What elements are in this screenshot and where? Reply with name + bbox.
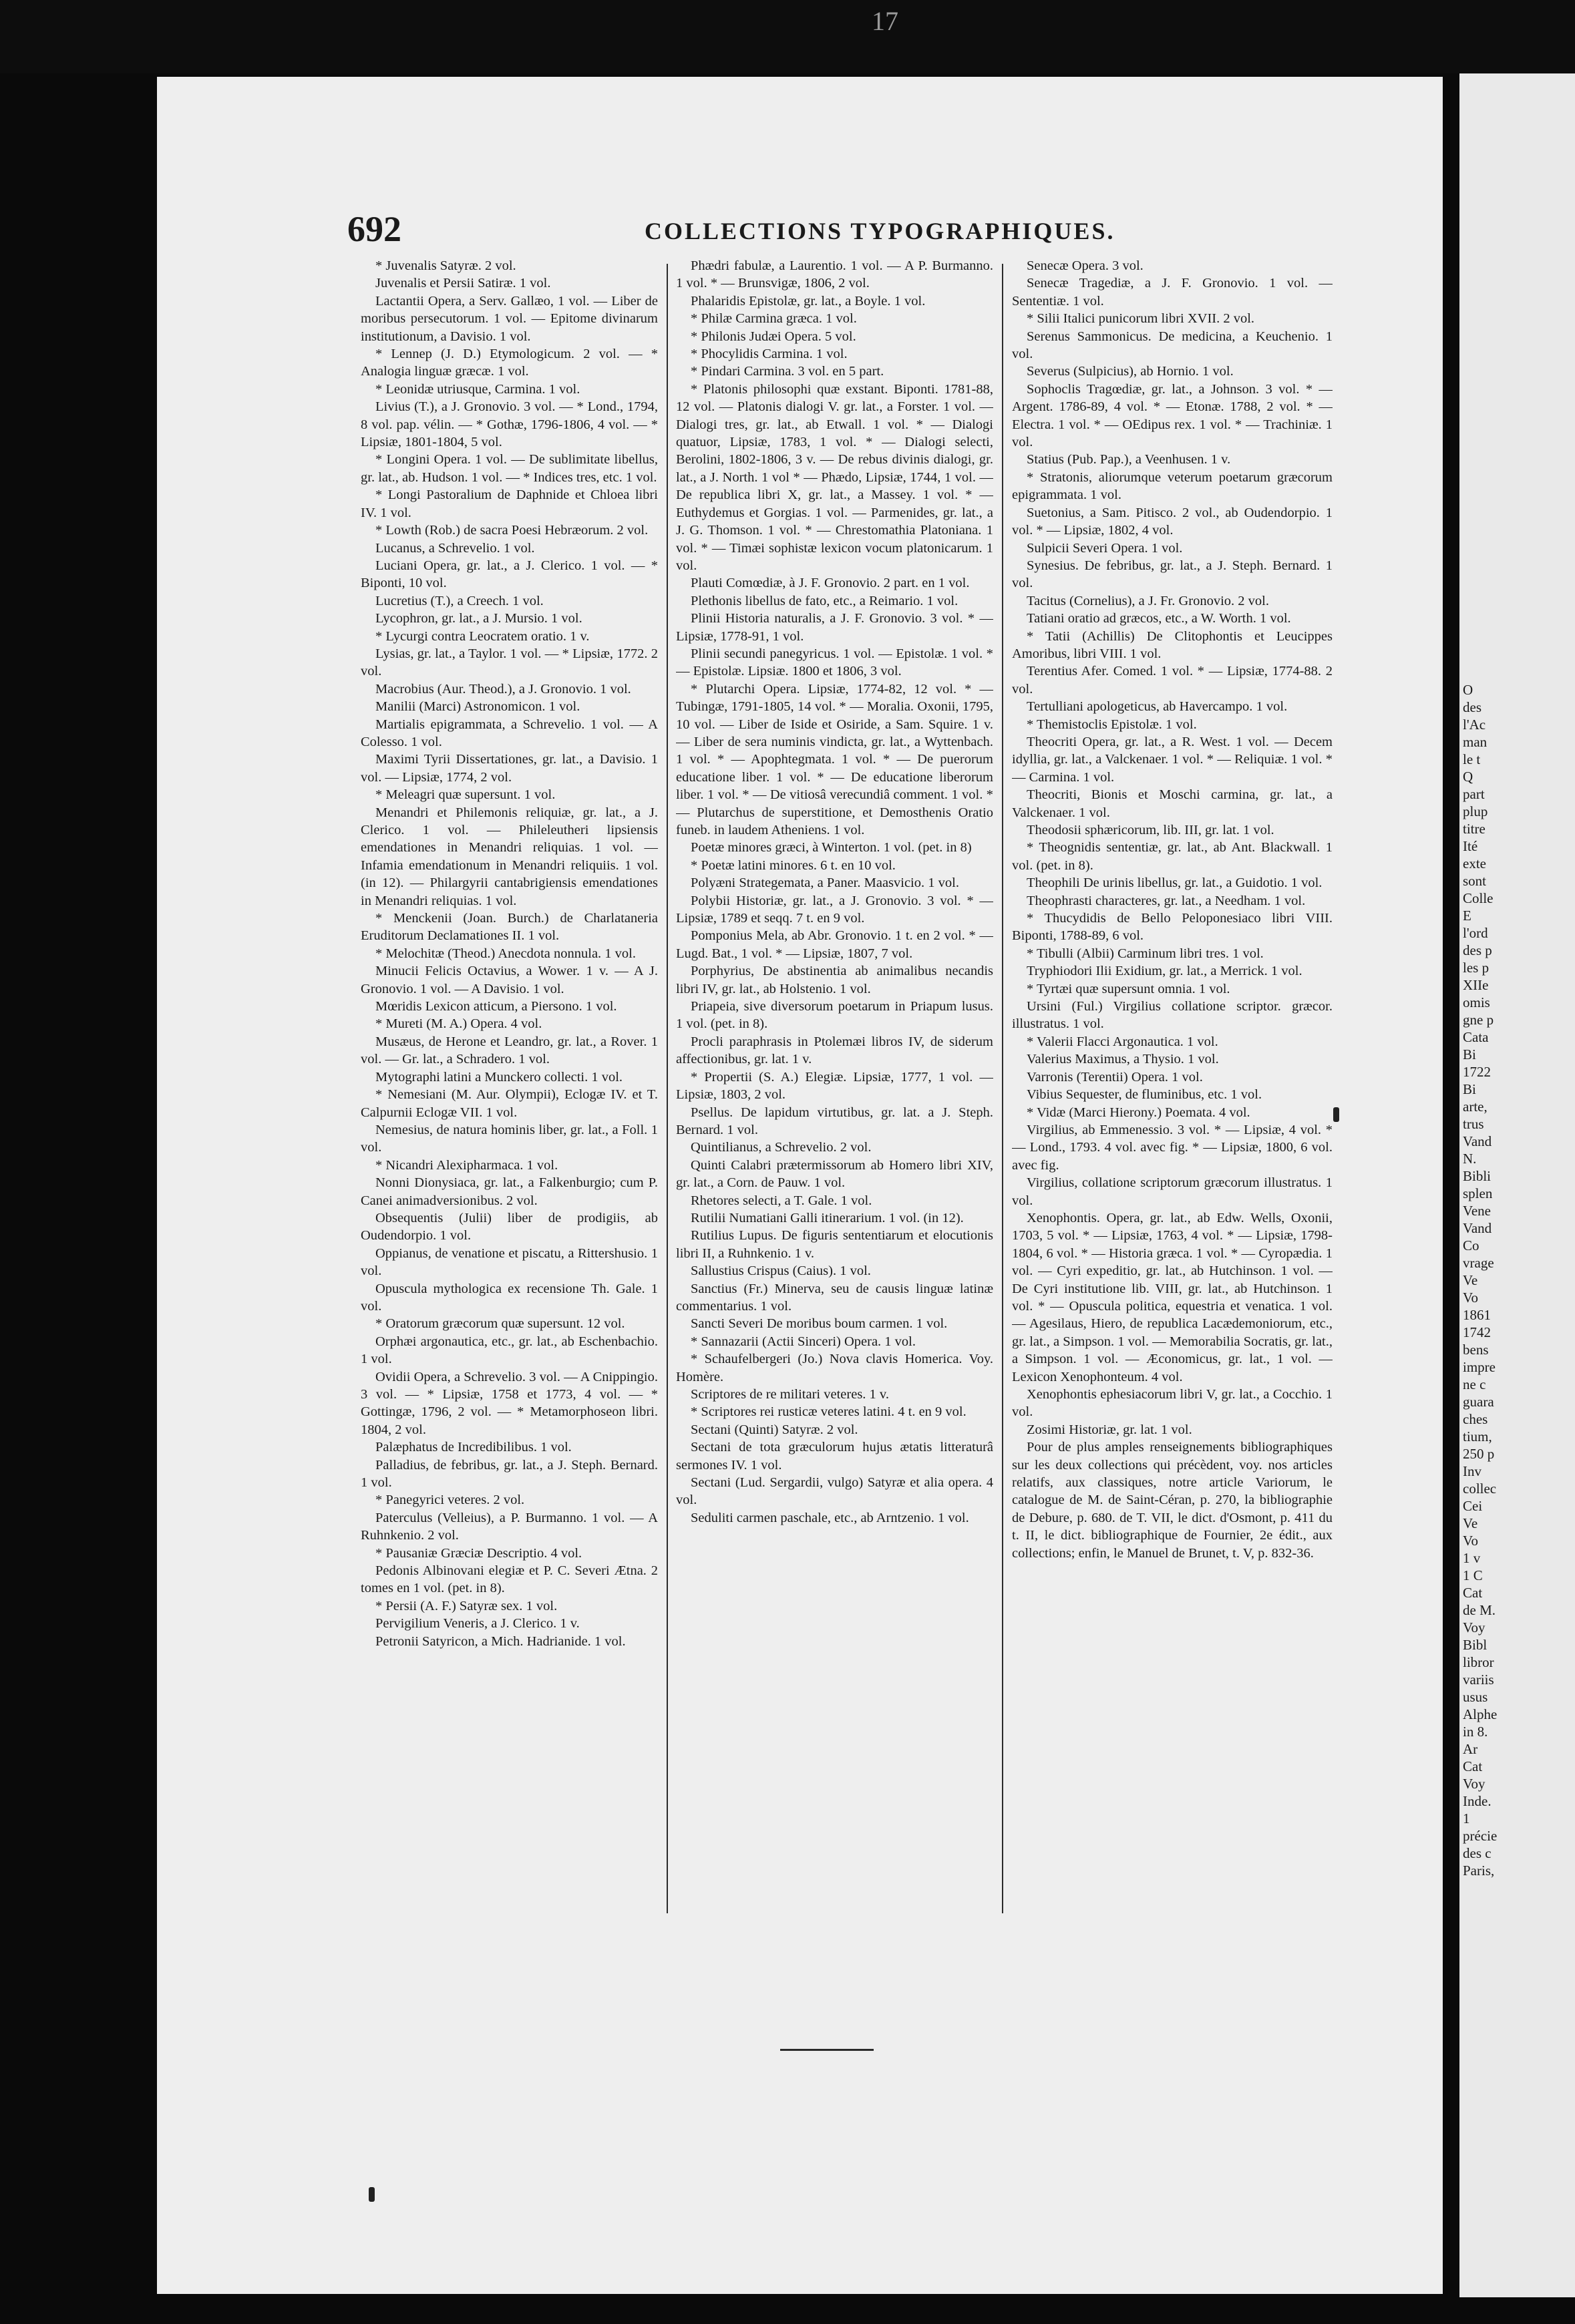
facing-line: Vo (1463, 1290, 1478, 1306)
entry: * Longini Opera. 1 vol. — De sublimitate libellus, gr. lat., ab. Hudson. 1 vol. — * Indices tres, etc. 1 vol. (361, 452, 658, 485)
facing-line: des c (1463, 1845, 1492, 1861)
entry: Sallustius Crispus (Caius). 1 vol. (691, 1264, 871, 1279)
entry: * Sannazarii (Actii Sinceri) Opera. 1 vol. (691, 1334, 916, 1349)
entry: * Persii (A. F.) Satyræ sex. 1 vol. (375, 1598, 558, 1613)
entry: * Propertii (S. A.) Elegiæ. Lipsiæ, 1777, 1 vol. — Lipsiæ, 1803, 2 vol. (676, 1069, 993, 1103)
entry: Polyæni Strategemata, a Paner. Maasvicio. 1 vol. (691, 876, 959, 891)
facing-line: Bi (1463, 1046, 1476, 1062)
facing-line: XIIe (1463, 977, 1489, 993)
facing-line: impre (1463, 1359, 1496, 1375)
facing-line: Cat (1463, 1758, 1483, 1774)
facing-line: variis (1463, 1672, 1494, 1688)
facing-line: Co (1463, 1237, 1479, 1253)
entry: * Lowth (Rob.) de sacra Poesi Hebræorum. 2 vol. (375, 523, 649, 538)
entry: Seduliti carmen paschale, etc., ab Arntzenio. 1 vol. (691, 1510, 969, 1525)
entry: Rutilii Numatiani Galli itinerarium. 1 vol. (in 12). (691, 1210, 964, 1225)
facing-line: 250 p (1463, 1446, 1495, 1462)
entry: * Lycurgi contra Leocratem oratio. 1 v. (375, 628, 590, 644)
facing-line: de M. (1463, 1602, 1496, 1618)
entry: Sectani (Lud. Sergardii, vulgo) Satyræ et alia opera. 4 vol. (676, 1475, 993, 1508)
entry: Porphyrius, De abstinentia ab animalibus necandis libri IV, gr. lat., ab Holstenio. 1 vol. (676, 964, 993, 996)
entry: Senecæ Opera. 3 vol. (1027, 258, 1144, 273)
entry: Theocriti, Bionis et Moschi carmina, gr. lat., a Valckenaer. 1 vol. (1012, 787, 1333, 820)
entry: Statius (Pub. Pap.), a Veenhusen. 1 v. (1027, 452, 1231, 467)
margin-mark (1333, 1107, 1339, 1122)
entry: Minucii Felicis Octavius, a Wower. 1 v. — A J. Gronovio. 1 vol. — A Davisio. 1 vol. (361, 964, 658, 996)
entry: * Melochitæ (Theod.) Anecdota nonnula. 1 vol. (375, 946, 636, 961)
entry: * Nemesiani (M. Aur. Olympii), Eclogæ IV. et T. Calpurnii Eclogæ VII. 1 vol. (361, 1087, 658, 1120)
facing-line: exte (1463, 855, 1486, 872)
entry: Sophoclis Tragœdiæ, gr. lat., a Johnson. 3 vol. * — Argent. 1786-89, 4 vol. * — Etonæ. 1788, 2 vol. * — Electra. 1 vol. * — OEdipus rex. 1 vol. * — Trachiniæ. 1 vol. (1012, 381, 1333, 450)
entry: * Longi Pastoralium de Daphnide et Chloea libri IV. 1 vol. (361, 488, 658, 520)
entry: * Poetæ latini minores. 6 t. en 10 vol. (691, 857, 896, 873)
entry: Menandri et Philemonis reliquiæ, gr. lat., a J. Clerico. 1 vol. — Phileleutheri lipsiensis emendationes in Menandri reliquias. 1 vol. — Infamia emendationum in Menandri reliquiis. 1 vol. (in 12). — Philargyrii cantabrigiensis emendationes in Menandri reliquias. 1 vol. (361, 805, 658, 908)
facing-line: Ar (1463, 1741, 1478, 1757)
facing-line: E (1463, 908, 1471, 924)
entry: Theophrasti characteres, gr. lat., a Needham. 1 vol. (1027, 893, 1306, 908)
entry: Macrobius (Aur. Theod.), a J. Gronovio. 1 vol. (375, 681, 631, 697)
entry: * Tatii (Achillis) De Clitophontis et Leucippes Amoribus, libri VIII. 1 vol. (1012, 628, 1333, 661)
facing-line: splen (1463, 1185, 1493, 1201)
entry: Opuscula mythologica ex recensione Th. Gale. 1 vol. (361, 1281, 658, 1314)
entry: Theophili De urinis libellus, gr. lat., a Guidotio. 1 vol. (1027, 876, 1323, 891)
column-1 (361, 257, 658, 1907)
column-2 (676, 257, 993, 1907)
entry: Oppianus, de venatione et piscatu, a Rittershusio. 1 vol. (361, 1245, 658, 1279)
facing-line: Ve (1463, 1515, 1478, 1531)
facing-line: part (1463, 786, 1485, 802)
entry: Obsequentis (Julii) liber de prodigiis, ab Oudendorpio. 1 vol. (361, 1210, 658, 1243)
facing-line: Cei (1463, 1498, 1483, 1514)
facing-line: le t (1463, 751, 1481, 767)
entry: * Pausaniæ Græciæ Descriptio. 4 vol. (375, 1545, 582, 1561)
entry: Sancti Severi De moribus boum carmen. 1 vol. (691, 1316, 948, 1332)
entry: Synesius. De febribus, gr. lat., a J. Steph. Bernard. 1 vol. (1012, 558, 1333, 591)
entry: Sectani (Quinti) Satyræ. 2 vol. (691, 1422, 858, 1437)
facing-line: plup (1463, 803, 1488, 819)
facing-line: Paris, (1463, 1863, 1495, 1879)
facing-line: 1 C (1463, 1567, 1483, 1583)
entry: * Mureti (M. A.) Opera. 4 vol. (375, 1016, 542, 1032)
entry: Mytographi latini a Munckero collecti. 1 vol. (375, 1069, 623, 1085)
facing-line: Cat (1463, 1585, 1483, 1601)
entry: * Plutarchi Opera. Lipsiæ, 1774-82, 12 vol. * — Tubingæ, 1791-1805, 14 vol. * — Moralia. Oxonii, 1795, 10 vol. — Liber de Iside et Osiride, a Sam. Squire. 1 v. — Liber de sera numinis vindicta, gr. lat., a Wyttenbach. 1 vol. * — Apophtegmata. 1 vol. * — De puerorum educatione liber. 1 vol. * — De educatione liberorum liber. 1 vol. * — De vitiosâ verecundiâ comment. 1 vol. * — Plutarchus de superstitione, et Demosthenis Oratio funeb. in laudem Atheniens. 1 vol. (676, 681, 993, 837)
facing-line: Vene (1463, 1203, 1491, 1219)
running-title: COLLECTIONS TYPOGRAPHIQUES. (645, 218, 1115, 244)
entry: Juvenalis et Persii Satiræ. 1 vol. (375, 276, 551, 291)
entry: Plethonis libellus de fato, etc., a Reimario. 1 vol. (691, 593, 958, 608)
facing-line: tium, (1463, 1428, 1492, 1444)
entry: Palladius, de febribus, gr. lat., a J. Steph. Bernard. 1 vol. (361, 1457, 658, 1491)
entry: * Pindari Carmina. 3 vol. en 5 part. (691, 364, 884, 379)
entry: * Tyrtæi quæ supersunt omnia. 1 vol. (1027, 981, 1230, 996)
entry: * Menckenii (Joan. Burch.) de Charlataneria Eruditorum Declamationes II. 1 vol. (361, 911, 658, 944)
entry: Phalaridis Epistolæ, gr. lat., a Boyle. 1 vol. (691, 293, 926, 309)
facing-line: 1742 (1463, 1324, 1491, 1340)
entry: Pervigilium Veneris, a J. Clerico. 1 v. (375, 1616, 580, 1631)
facing-line: Ve (1463, 1272, 1478, 1288)
entry: * Philonis Judæi Opera. 5 vol. (691, 329, 856, 344)
facing-line: vrage (1463, 1255, 1494, 1271)
entry: Lycophron, gr. lat., a J. Mursio. 1 vol. (375, 611, 582, 626)
entry: Pour de plus amples renseignements bibliographiques sur les deux collections qui précèdent, voy. nos articles relatifs, aux classiques, notre article Variorum, le catalogue de M. de Saint-Céran, p. 270, la bibliographie de Debure, p. 680. de T. VII, le dict. d'Osmont, p. 411 du t. II, le dict. bibliographique de Fournier, 2e édit., aux collections; enfin, le Manuel de Brunet, t. V, p. 832-36. (1012, 1440, 1333, 1561)
entry: * Scriptores rei rusticæ veteres latini. 4 t. en 9 vol. (691, 1404, 967, 1420)
entry: Sanctius (Fr.) Minerva, seu de causis linguæ latinæ commentarius. 1 vol. (676, 1281, 993, 1314)
entry: Pomponius Mela, ab Abr. Gronovio. 1 t. en 2 vol. * — Lugd. Bat., 1 vol. * — Lipsiæ, 1807, 7 vol. (676, 928, 993, 961)
entry: Paterculus (Velleius), a P. Burmanno. 1 vol. — A Ruhnkenio. 2 vol. (361, 1510, 658, 1543)
entry: * Themistoclis Epistolæ. 1 vol. (1027, 717, 1197, 732)
entry: Pedonis Albinovani elegiæ et P. C. Severi Ætna. 2 tomes en 1 vol. (pet. in 8). (361, 1563, 658, 1596)
facing-line: libror (1463, 1654, 1494, 1670)
facing-line: omis (1463, 994, 1490, 1010)
entry: * Philæ Carmina græca. 1 vol. (691, 311, 857, 327)
entry: * Stratonis, aliorumque veterum poetarum græcorum epigrammata. 1 vol. (1012, 469, 1333, 503)
facing-line: l'Ac (1463, 717, 1486, 733)
facing-line: Bibli (1463, 1168, 1492, 1184)
entry: Serenus Sammonicus. De medicina, a Keuchenio. 1 vol. (1012, 329, 1333, 362)
facing-line: bens (1463, 1342, 1489, 1358)
entry: Quinti Calabri prætermissorum ab Homero libri XIV, gr. lat., a Corn. de Pauw. 1 vol. (676, 1157, 993, 1191)
facing-line: man (1463, 734, 1487, 750)
facing-line: l'ord (1463, 925, 1488, 941)
facing-line: ches (1463, 1411, 1488, 1427)
facing-line: les p (1463, 960, 1490, 976)
entry: Orphæi argonautica, etc., gr. lat., ab Eschenbachio. 1 vol. (361, 1334, 658, 1367)
facing-line: Alphe (1463, 1706, 1498, 1722)
facing-line: usus (1463, 1689, 1488, 1705)
entry: Ursini (Ful.) Virgilius collatione scriptor. græcor. illustratus. 1 vol. (1012, 999, 1333, 1032)
entry: Varronis (Terentii) Opera. 1 vol. (1027, 1069, 1203, 1085)
entry: Tertulliani apologeticus, ab Havercampo. 1 vol. (1027, 699, 1288, 715)
entry: Lysias, gr. lat., a Taylor. 1 vol. — * Lipsiæ, 1772. 2 vol. (361, 646, 658, 679)
facing-line: gne p (1463, 1012, 1494, 1028)
facing-line: arte, (1463, 1099, 1487, 1115)
entry: * Leonidæ utriusque, Carmina. 1 vol. (375, 381, 580, 397)
entry: Luciani Opera, gr. lat., a J. Clerico. 1 vol. — * Biponti, 10 vol. (361, 558, 658, 591)
entry: Suetonius, a Sam. Pitisco. 2 vol., ab Oudendorpio. 1 vol. * — Lipsiæ, 1802, 4 vol. (1012, 505, 1333, 538)
entry: * Panegyrici veteres. 2 vol. (375, 1493, 525, 1508)
facing-line: Ité (1463, 838, 1478, 854)
entry: Livius (T.), a J. Gronovio. 3 vol. — * Lond., 1794, 8 vol. pap. vélin. — * Gothæ, 1796-1806, 4 vol. — * Lipsiæ, 1801-1804, 5 vol. (361, 399, 658, 450)
facing-line: Colle (1463, 890, 1494, 906)
facing-line: Bibl (1463, 1637, 1487, 1653)
page-number: 692 (347, 209, 401, 249)
entry: * Nicandri Alexipharmaca. 1 vol. (375, 1157, 558, 1173)
entry: Plinii secundi panegyricus. 1 vol. — Epistolæ. 1 vol. * — Epistolæ. Lipsiæ. 1800 et 1806, 3 vol. (676, 646, 993, 679)
entry: Lucretius (T.), a Creech. 1 vol. (375, 593, 544, 608)
entry: Polybii Historiæ, gr. lat., a J. Gronovio. 3 vol. * — Lipsiæ, 1789 et seqq. 7 t. en 9 vol. (676, 893, 993, 926)
entry: Rutilius Lupus. De figuris sententiarum et elocutionis libri II, a Ruhnkenio. 1 v. (676, 1228, 993, 1261)
entry: Virgilius, collatione scriptorum græcorum illustratus. 1 vol. (1012, 1175, 1333, 1208)
entry: * Silii Italici punicorum libri XVII. 2 vol. (1027, 311, 1255, 327)
entry: Rhetores selecti, a T. Gale. 1 vol. (691, 1193, 872, 1208)
entry: Senecæ Tragediæ, a J. F. Gronovio. 1 vol. — Sententiæ. 1 vol. (1012, 276, 1333, 309)
facing-line: N. (1463, 1151, 1477, 1167)
scan-top-border (0, 0, 1575, 73)
entry: Quintilianus, a Schrevelio. 2 vol. (691, 1140, 872, 1155)
entry: * Tibulli (Albii) Carminum libri tres. 1 vol. (1027, 946, 1264, 961)
facing-line: Cata (1463, 1029, 1489, 1045)
entry: Sulpicii Severi Opera. 1 vol. (1027, 540, 1183, 556)
facing-line: Vand (1463, 1133, 1492, 1149)
entry: Plauti Comœdiæ, à J. F. Gronovio. 2 part. en 1 vol. (691, 576, 970, 591)
entry: * Lennep (J. D.) Etymologicum. 2 vol. — * Analogia linguæ græcæ. 1 vol. (361, 347, 658, 379)
facing-line: guara (1463, 1394, 1494, 1410)
facing-line: 1861 (1463, 1307, 1491, 1323)
entry: Manilii (Marci) Astronomicon. 1 vol. (375, 699, 580, 715)
entry: Sectani de tota græculorum hujus ætatis litteraturâ sermones IV. 1 vol. (676, 1440, 993, 1473)
facing-line: Bi (1463, 1081, 1476, 1097)
facing-line: in 8. (1463, 1724, 1488, 1740)
entry: Petronii Satyricon, a Mich. Hadrianide. 1 vol. (375, 1633, 626, 1649)
scan-mark: 17 (872, 6, 898, 36)
facing-line: 1 v (1463, 1550, 1481, 1566)
entry: Lactantii Opera, a Serv. Gallæo, 1 vol. — Liber de moribus persecutorum. 1 vol. — Epitome divinarum institutionum, a Davisio. 1 vol. (361, 293, 658, 344)
entry: Nemesius, de natura hominis liber, gr. lat., a Foll. 1 vol. (361, 1122, 658, 1155)
entry: Maximi Tyrii Dissertationes, gr. lat., a Davisio. 1 vol. — Lipsiæ, 1774, 2 vol. (361, 752, 658, 785)
entry: Musæus, de Herone et Leandro, gr. lat., a Rover. 1 vol. — Gr. lat., a Schradero. 1 vol. (361, 1034, 658, 1067)
entry: Phædri fabulæ, a Laurentio. 1 vol. — A P. Burmanno. 1 vol. * — Brunsvigæ, 1806, 2 vol. (676, 258, 993, 291)
entry: Xenophontis ephesiacorum libri V, gr. lat., a Cocchio. 1 vol. (1012, 1387, 1333, 1420)
entry: * Oratorum græcorum quæ supersunt. 12 vol. (375, 1316, 625, 1332)
entry: Virgilius, ab Emmenessio. 3 vol. * — Lipsiæ, 4 vol. * — Lond., 1793. 4 vol. avec fig. * — Lipsiæ, 1800, 6 vol. avec fig. (1012, 1122, 1333, 1173)
facing-line: 1 (1463, 1810, 1470, 1826)
facing-line: Vo (1463, 1533, 1478, 1549)
entry: Zosimi Historiæ, gr. lat. 1 vol. (1027, 1422, 1192, 1437)
facing-line: Vand (1463, 1220, 1492, 1236)
entry: Priapeia, sive diversorum poetarum in Priapum lusus. 1 vol. (pet. in 8). (676, 999, 993, 1032)
facing-line: 1722 (1463, 1064, 1491, 1080)
entry: * Phocylidis Carmina. 1 vol. (691, 347, 848, 362)
entry: Palæphatus de Incredibilibus. 1 vol. (375, 1440, 572, 1455)
entry: Theocriti Opera, gr. lat., a R. West. 1 vol. — Decem idyllia, gr. lat., a Valckenaer. 1 vol. * — Reliquiæ. 1 vol. * — Carmina. 1 vol. (1012, 734, 1333, 785)
entry: * Thucydidis de Bello Peloponesiaco libri VIII. Biponti, 1788-89, 6 vol. (1012, 911, 1333, 944)
end-rule (780, 2049, 874, 2051)
entry: Tryphiodori Ilii Exidium, gr. lat., a Merrick. 1 vol. (1027, 964, 1302, 979)
facing-line: précie (1463, 1828, 1498, 1844)
entry: Procli paraphrasis in Ptolemæi libros IV, de siderum affectionibus, gr. lat. 1 v. (676, 1034, 993, 1067)
entry: * Juvenalis Satyræ. 2 vol. (375, 258, 516, 273)
entry: Martialis epigrammata, a Schrevelio. 1 vol. — A Colesso. 1 vol. (361, 717, 658, 749)
entry: Theodosii sphæricorum, lib. III, gr. lat. 1 vol. (1027, 823, 1274, 837)
entry: Vibius Sequester, de fluminibus, etc. 1 vol. (1027, 1087, 1262, 1103)
facing-line: titre (1463, 821, 1485, 837)
facing-line: Inde. (1463, 1793, 1492, 1809)
entry: Poetæ minores græci, à Winterton. 1 vol. (pet. in 8) (691, 840, 972, 855)
margin-mark (369, 2187, 375, 2202)
entry: * Valerii Flacci Argonautica. 1 vol. (1027, 1034, 1218, 1049)
column-3 (1012, 257, 1333, 1907)
facing-page-text (1463, 681, 1575, 1879)
entry: Psellus. De lapidum virtutibus, gr. lat. a J. Steph. Bernard. 1 vol. (676, 1105, 993, 1137)
facing-line: trus (1463, 1116, 1484, 1132)
entry: * Vidæ (Marci Hierony.) Poemata. 4 vol. (1027, 1105, 1250, 1120)
entry: Mœridis Lexicon atticum, a Piersono. 1 vol. (375, 999, 617, 1014)
facing-line: ne c (1463, 1376, 1486, 1392)
column-rule-2 (1002, 264, 1003, 1913)
facing-line: O (1463, 682, 1473, 698)
entry: Ovidii Opera, a Schrevelio. 3 vol. — A Cnippingio. 3 vol. — * Lipsiæ, 1758 et 1773, 4 vol. — * Gottingæ, 1796, 2 vol. — * Metamorphoseon libri. 1804, 2 vol. (361, 1369, 658, 1437)
entry: Xenophontis. Opera, gr. lat., ab Edw. Wells, Oxonii, 1703, 5 vol. * — Lipsiæ, 1763, 4 vol. * — Lipsiæ, 1798-1804, 6 vol. * — Historia græca. 1 vol. * — Cyropædia. 1 vol. — Cyri expeditio, gr. lat., ab Hutchinson. 1 vol. — De Cyri institutione lib. VIII, gr. lat., ab Hutchinson. 1 vol. * — Opuscula politica, equestria et venatica. 1 vol. — Agesilaus, Hiero, de republica Lacædemoniorum, etc., gr. lat., a Simpson. 1 vol. — Memorabilia Socratis, gr. lat., a Simpson. 1 vol. — Æconomicus, gr. lat., 1 vol. — Lexicon Xenophonteum. 4 vol. (1012, 1210, 1333, 1384)
entry: Lucanus, a Schrevelio. 1 vol. (375, 540, 535, 556)
entry: Tacitus (Cornelius), a J. Fr. Gronovio. 2 vol. (1027, 593, 1269, 608)
entry: * Schaufelbergeri (Jo.) Nova clavis Homerica. Voy. Homère. (676, 1352, 993, 1384)
entry: * Meleagri quæ supersunt. 1 vol. (375, 787, 556, 803)
facing-line: sont (1463, 873, 1487, 889)
entry: Valerius Maximus, a Thysio. 1 vol. (1027, 1052, 1219, 1067)
facing-line: des (1463, 699, 1481, 715)
column-rule-1 (667, 264, 668, 1913)
entry: Tatiani oratio ad græcos, etc., a W. Worth. 1 vol. (1027, 611, 1291, 626)
entry: * Theognidis sententiæ, gr. lat., ab Ant. Blackwall. 1 vol. (pet. in 8). (1012, 840, 1333, 873)
facing-line: Inv (1463, 1463, 1481, 1479)
entry: Terentius Afer. Comed. 1 vol. * — Lipsiæ, 1774-88. 2 vol. (1012, 664, 1333, 697)
entry: Nonni Dionysiaca, gr. lat., a Falkenburgio; cum P. Canei animadversionibus. 2 vol. (361, 1175, 658, 1208)
entry: * Platonis philosophi quæ exstant. Biponti. 1781-88, 12 vol. — Platonis dialogi V. gr. lat., a Forster. 1 vol. — Dialogi tres, gr. lat., ab Etwall. 1 vol. * — Dialogi quatuor, Lipsiæ, 1783, 1 vol. * — Dialogi selecti, Berolini, 1802-1806, 3 v. — De rebus divinis dialogi, gr. lat., a J. North. 1 vol * — Phædo, Lipsiæ, 1744, 1 vol. — De republica libri X, gr. lat., a Massey. 1 vol. * — Euthydemus et Gorgias. 1 vol. — Parmenides, gr. lat., a J. G. Thomson. 1 vol. * — Chrestomathia Platoniana. 1 vol. * — Timæi sophistæ lexicon vocum platonicarum. 1 vol. (676, 381, 993, 573)
facing-line: Voy (1463, 1619, 1485, 1635)
facing-line: Voy (1463, 1776, 1485, 1792)
entry: Severus (Sulpicius), ab Hornio. 1 vol. (1027, 364, 1234, 379)
facing-line: Q (1463, 769, 1473, 785)
entry: Scriptores de re militari veteres. 1 v. (691, 1387, 889, 1402)
entry: Plinii Historia naturalis, a J. F. Gronovio. 3 vol. * — Lipsiæ, 1778-91, 1 vol. (676, 611, 993, 644)
facing-line: des p (1463, 942, 1492, 958)
facing-line: collec (1463, 1481, 1497, 1497)
